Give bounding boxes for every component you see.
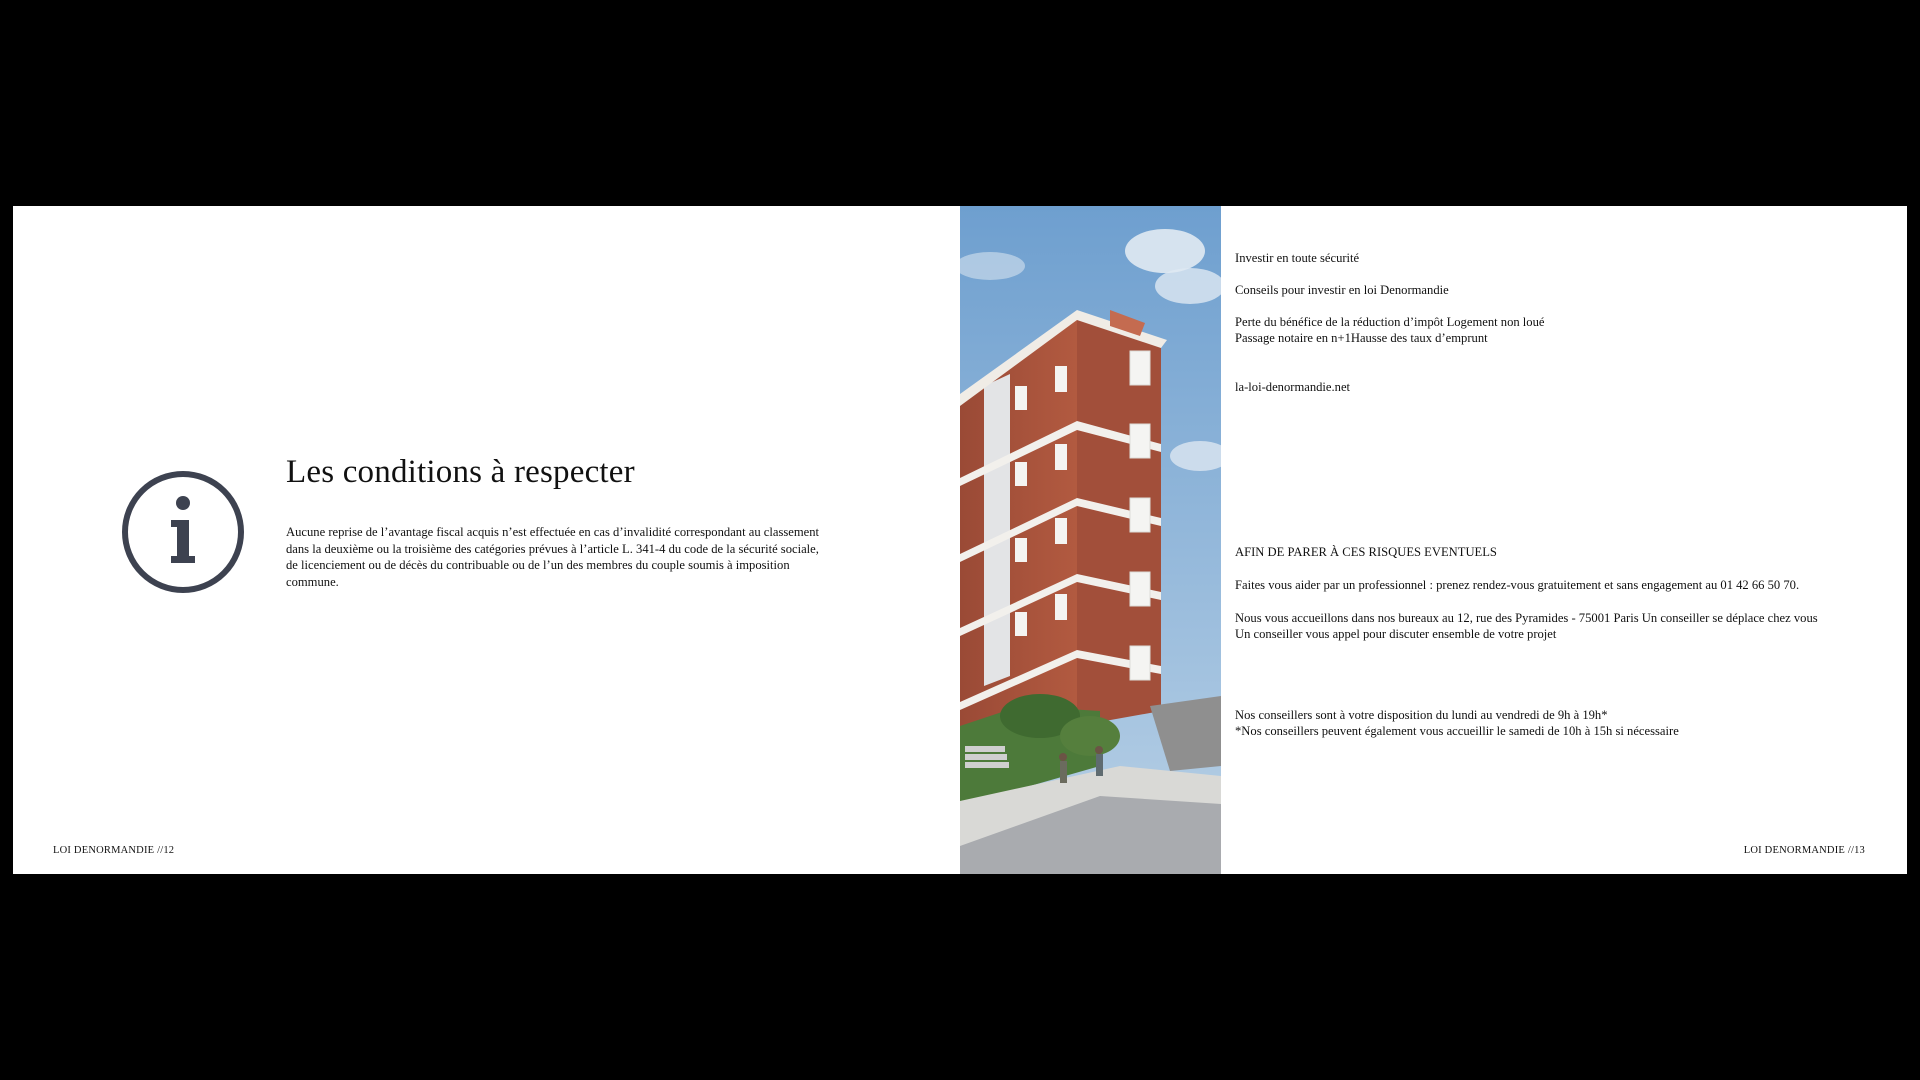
conditions-paragraph: Aucune reprise de l’avantage fiscal acquis n’est effectuée en cas d’invalidité correspondant au classement dans la deuxième ou la troisième des catégories prévues à l’article L. 341-4 du code de la sécurité sociale, de licenciement ou de décès du contribuable ou de l’un des membres du couple soumis à imposition commune. — [286, 525, 820, 589]
hours-line-2: *Nos conseillers peuvent également vous accueillir le samedi de 10h à 15h si nécessaire — [1235, 724, 1679, 739]
page-13 — [960, 206, 1907, 874]
risk-heading: AFIN DE PARER À CES RISQUES EVENTUELS — [1235, 545, 1497, 559]
hours-line-1: Nos conseillers sont à votre disposition du lundi au vendredi de 9h à 19h* — [1235, 708, 1608, 722]
document-spread — [13, 206, 1907, 874]
risk-line-2: Passage notaire en n+1Hausse des taux d’emprunt — [1235, 331, 1488, 346]
risk-line-1: Perte du bénéfice de la réduction d’impôt Logement non loué — [1235, 315, 1545, 329]
building-photo — [960, 206, 1221, 874]
page-footer-right: LOI DENORMANDIE //13 — [1743, 845, 1865, 856]
website-link[interactable]: la-loi-denormandie.net — [1235, 380, 1351, 394]
info-icon — [121, 470, 245, 594]
office-line-2: Un conseiller vous appel pour discuter ensemble de votre projet — [1235, 627, 1557, 642]
advice-line: Conseils pour investir en loi Denormandie — [1235, 283, 1449, 297]
page-12 — [13, 206, 960, 874]
secure-invest-line: Investir en toute sécurité — [1235, 251, 1360, 265]
help-paragraph: Faites vous aider par un professionnel : prenez rendez-vous gratuitement et sans engagement au 01 42 66 50 70. — [1235, 578, 1800, 592]
page-title: Les conditions à respecter — [286, 454, 635, 490]
office-line-1: Nous vous accueillons dans nos bureaux au 12, rue des Pyramides - 75001 Paris Un conseiller se déplace chez vous — [1235, 611, 1818, 625]
page-footer-left: LOI DENORMANDIE //12 — [53, 845, 175, 856]
